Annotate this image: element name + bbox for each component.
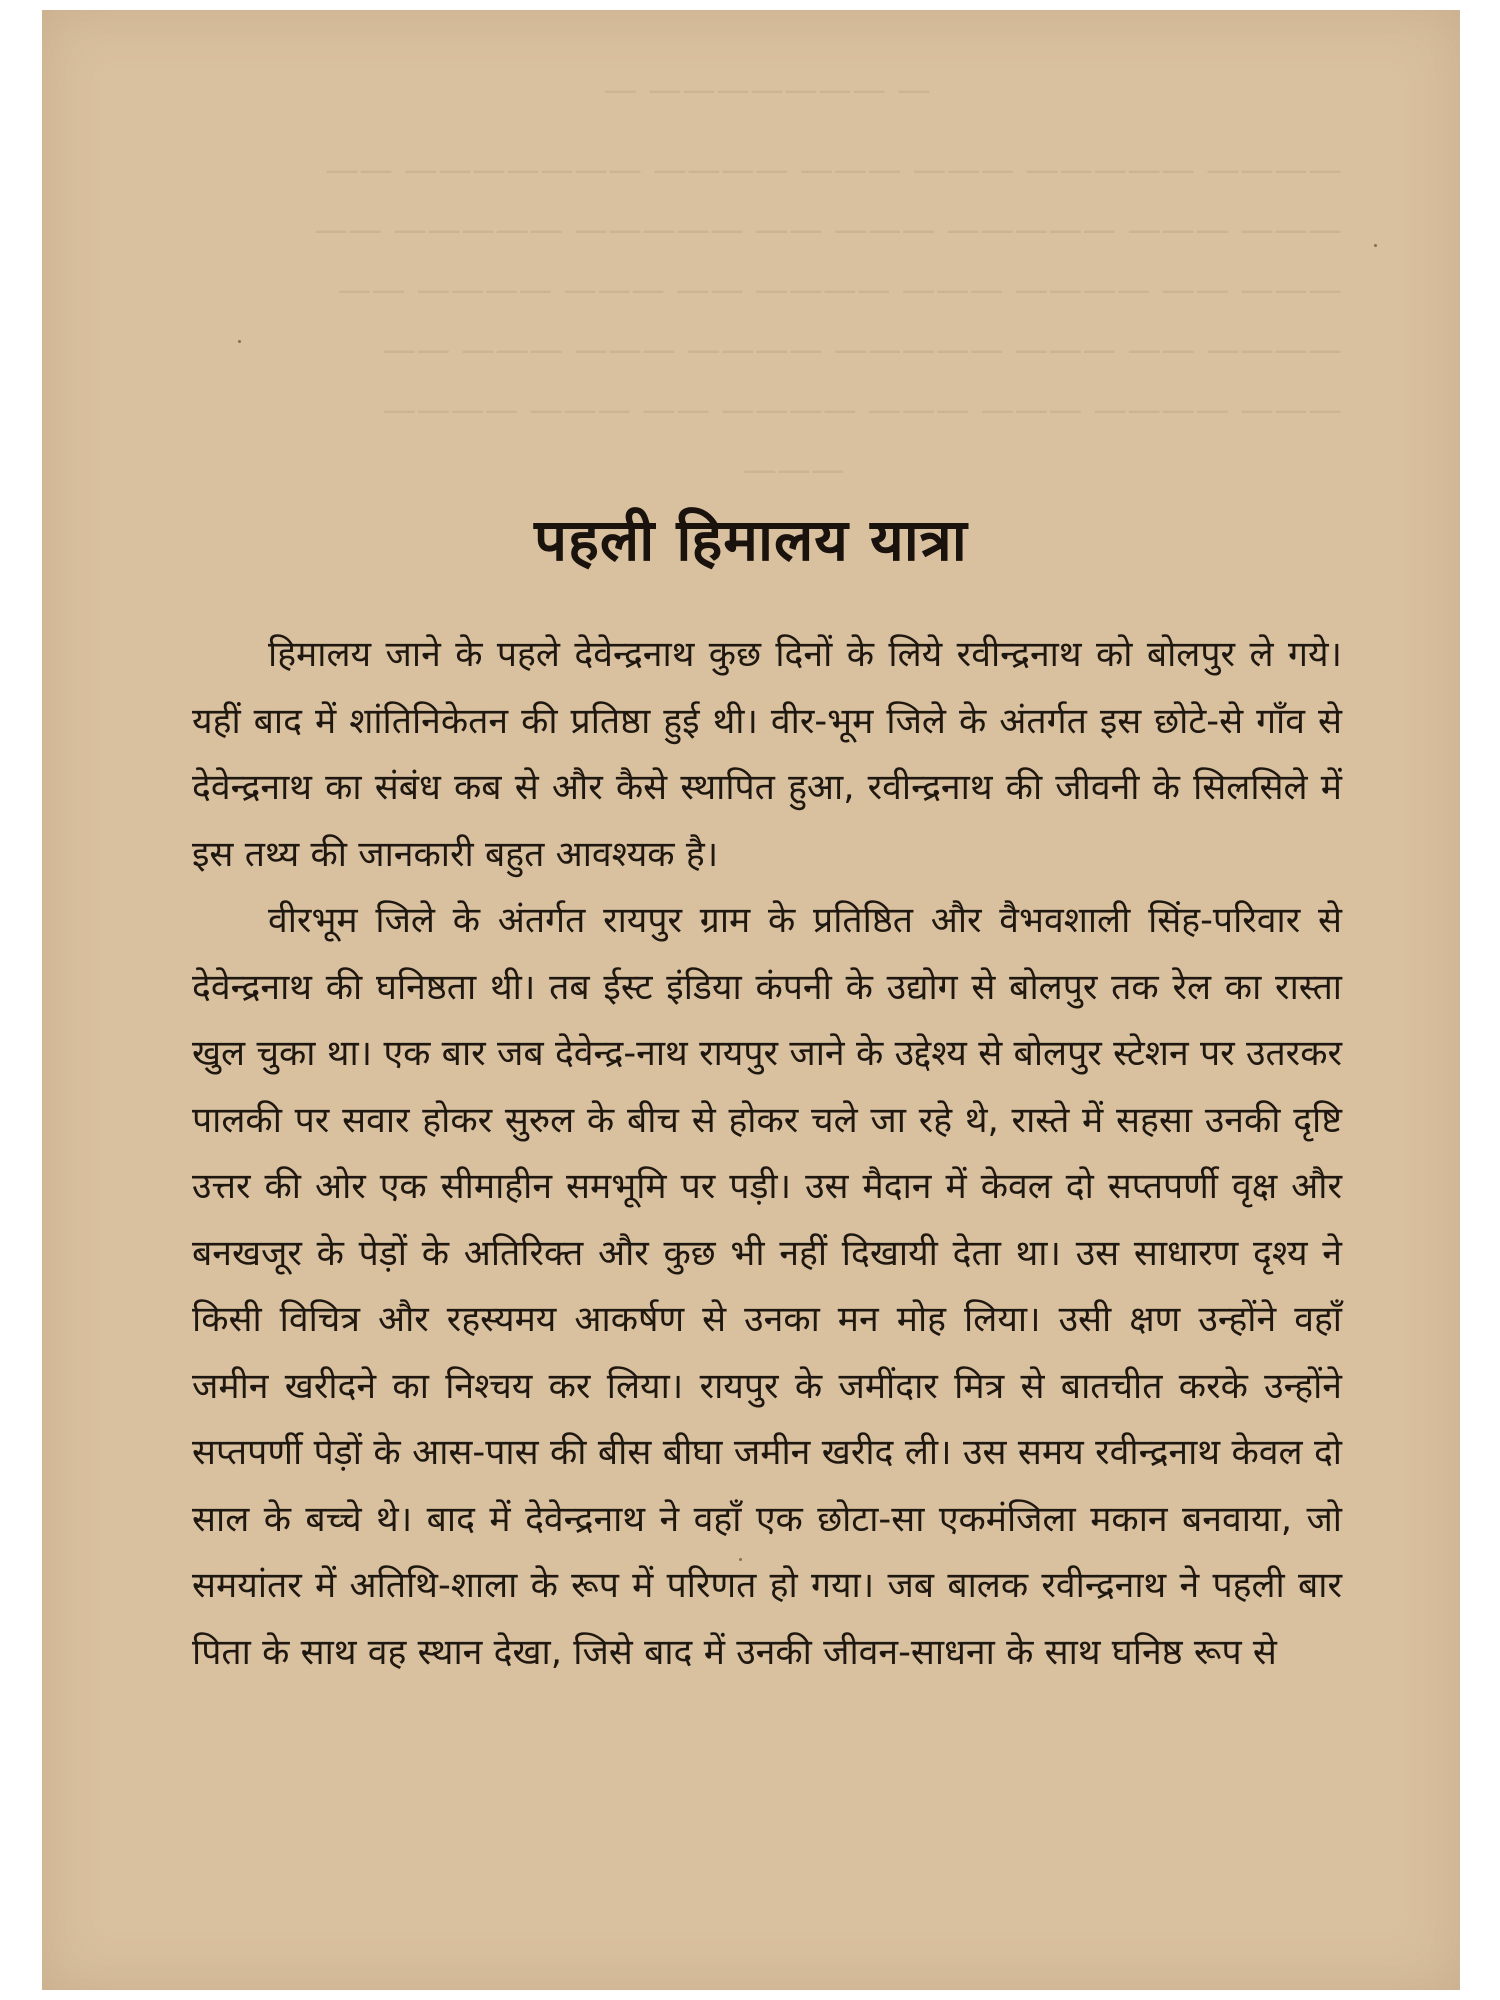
- chapter-body: [192, 622, 1342, 1686]
- paper-speck: [1374, 244, 1377, 247]
- paper-speck: [739, 1558, 742, 1561]
- paragraph-1: हिमालय जाने के पहले देवेन्द्रनाथ कुछ दिनों के लिये रवीन्द्रनाथ को बोलपुर ले गये। यहीं बाद में शांतिनिकेतन की प्रतिष्ठा हुई थी। वीर-भूम जिले के अंतर्गत इस छोटे-से गाँव से देवेन्द्रनाथ का संबंध कब से और कैसे स्थापित हुआ, रवीन्द्रनाथ की जीवनी के सिलसिले में इस तथ्य की जानकारी बहुत आवश्यक है।: [192, 634, 1342, 875]
- show-through-bleed: — ——————— — ———— ————— ——— ——— ———— ——————— —— ——— ——— ————— ——— —— ————— ————— —— ——— —— ———— ——— ———— —— ——— ———— —— ———— —— ——— ————— ———— ——— ——— —— ——— ———— ——— ——— ———— —— ——— ———— ———: [314, 70, 1342, 490]
- paragraph-2: वीरभूम जिले के अंतर्गत रायपुर ग्राम के प्रतिष्ठित और वैभवशाली सिंह-परिवार से देवेन्द्रनाथ की घनिष्ठता थी। तब ईस्ट इंडिया कंपनी के उद्योग से बोलपुर तक रेल का रास्ता खुल चुका था। एक बार जब देवेन्द्र-नाथ रायपुर जाने के उद्देश्य से बोलपुर स्टेशन पर उतरकर पालकी पर सवार होकर सुरुल के बीच से होकर चले जा रहे थे, रास्ते में सहसा उनकी दृष्टि उत्तर की ओर एक सीमाहीन समभूमि पर पड़ी। उस मैदान में केवल दो सप्तपर्णी वृक्ष और बनखजूर के पेड़ों के अतिरिक्त और कुछ भी नहीं दिखायी देता था। उस साधारण दृश्य ने किसी विचित्र और रहस्यमय आकर्षण से उनका मन मोह लिया। उसी क्षण उन्होंने वहाँ जमीन खरीदने का निश्चय कर लिया। रायपुर के जमींदार मित्र से बातचीत करके उन्होंने सप्तपर्णी पेड़ों के आस-पास की बीस बीघा जमीन खरीद ली। उस समय रवीन्द्रनाथ केवल दो साल के बच्चे थे। बाद में देवेन्द्रनाथ ने वहाँ एक छोटा-सा एकमंजिला मकान बनवाया, जो समयांतर में अतिथि-शाला के रूप में परिणत हो गया। जब बालक रवीन्द्रनाथ ने पहली बार पिता के साथ वह स्थान देखा, जिसे बाद में उनकी जीवन-साधना के साथ घनिष्ठ रूप से: [192, 900, 1342, 1673]
- paper-speck: [238, 340, 241, 343]
- chapter-title: पहली हिमालय यात्रा: [534, 506, 968, 574]
- scanned-page: [42, 10, 1460, 1990]
